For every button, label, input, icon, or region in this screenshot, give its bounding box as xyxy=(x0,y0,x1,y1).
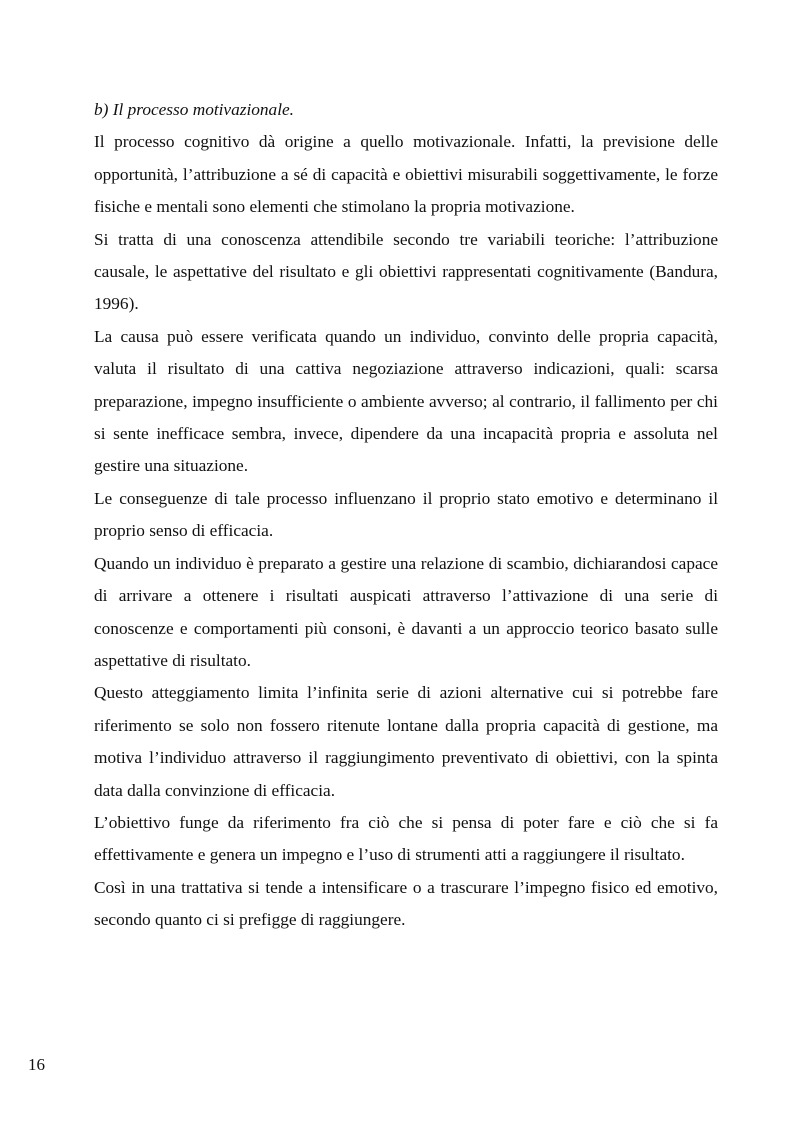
section-heading: b) Il processo motivazionale. xyxy=(94,100,294,119)
paragraph-1: Il processo cognitivo dà origine a quello motivazionale. Infatti, la previsione delle opportunità, l’attribuzione a sé di capacità e obiettivi misurabili soggettivamente, le forze fisiche e mentali sono elementi che stimolano la propria motivazione. xyxy=(94,132,718,217)
paragraph-8: Così in una trattativa si tende a intensificare o a trascurare l’impegno fisico ed emotivo, secondo quanto ci si prefigge di raggiungere. xyxy=(94,877,718,930)
paragraph-3: La causa può essere verificata quando un individuo, convinto delle propria capacità, valuta il risultato di una cattiva negoziazione attraverso indicazioni, quali: scarsa preparazione, impegno insufficiente o ambiente avverso; al contrario, il fallimento per chi si sente inefficace sembra, invece, dipendere da una incapacità propria e assoluta nel gestire una situazione. xyxy=(94,326,718,476)
paragraph-6: Questo atteggiamento limita l’infinita serie di azioni alternative cui si potrebbe fare riferimento se solo non fossero ritenute lontane dalla propria capacità di gestione, ma motiva l’individuo attraverso il raggiungimento preventivato di obiettivi, con la spinta data dalla convinzione di efficacia. xyxy=(94,683,718,800)
paragraph-5: Quando un individuo è preparato a gestire una relazione di scambio, dichiarandosi capace di arrivare a ottenere i risultati auspicati attraverso l’attivazione di una serie di conoscenze e comportamenti più consoni, è davanti a un approccio teorico basato sulle aspettative di risultato. xyxy=(94,553,718,670)
page-number: 16 xyxy=(28,1055,45,1074)
paragraph-4: Le conseguenze di tale processo influenzano il proprio stato emotivo e determinano il proprio senso di efficacia. xyxy=(94,488,718,541)
page-body xyxy=(94,94,718,937)
paragraph-7: L’obiettivo funge da riferimento fra ciò che si pensa di poter fare e ciò che si fa effettivamente e genera un impegno e l’uso di strumenti atti a raggiungere il risultato. xyxy=(94,812,718,865)
paragraph-2: Si tratta di una conoscenza attendibile secondo tre variabili teoriche: l’attribuzione causale, le aspettative del risultato e gli obiettivi rappresentati cognitivamente (Bandura, 1996). xyxy=(94,229,718,314)
